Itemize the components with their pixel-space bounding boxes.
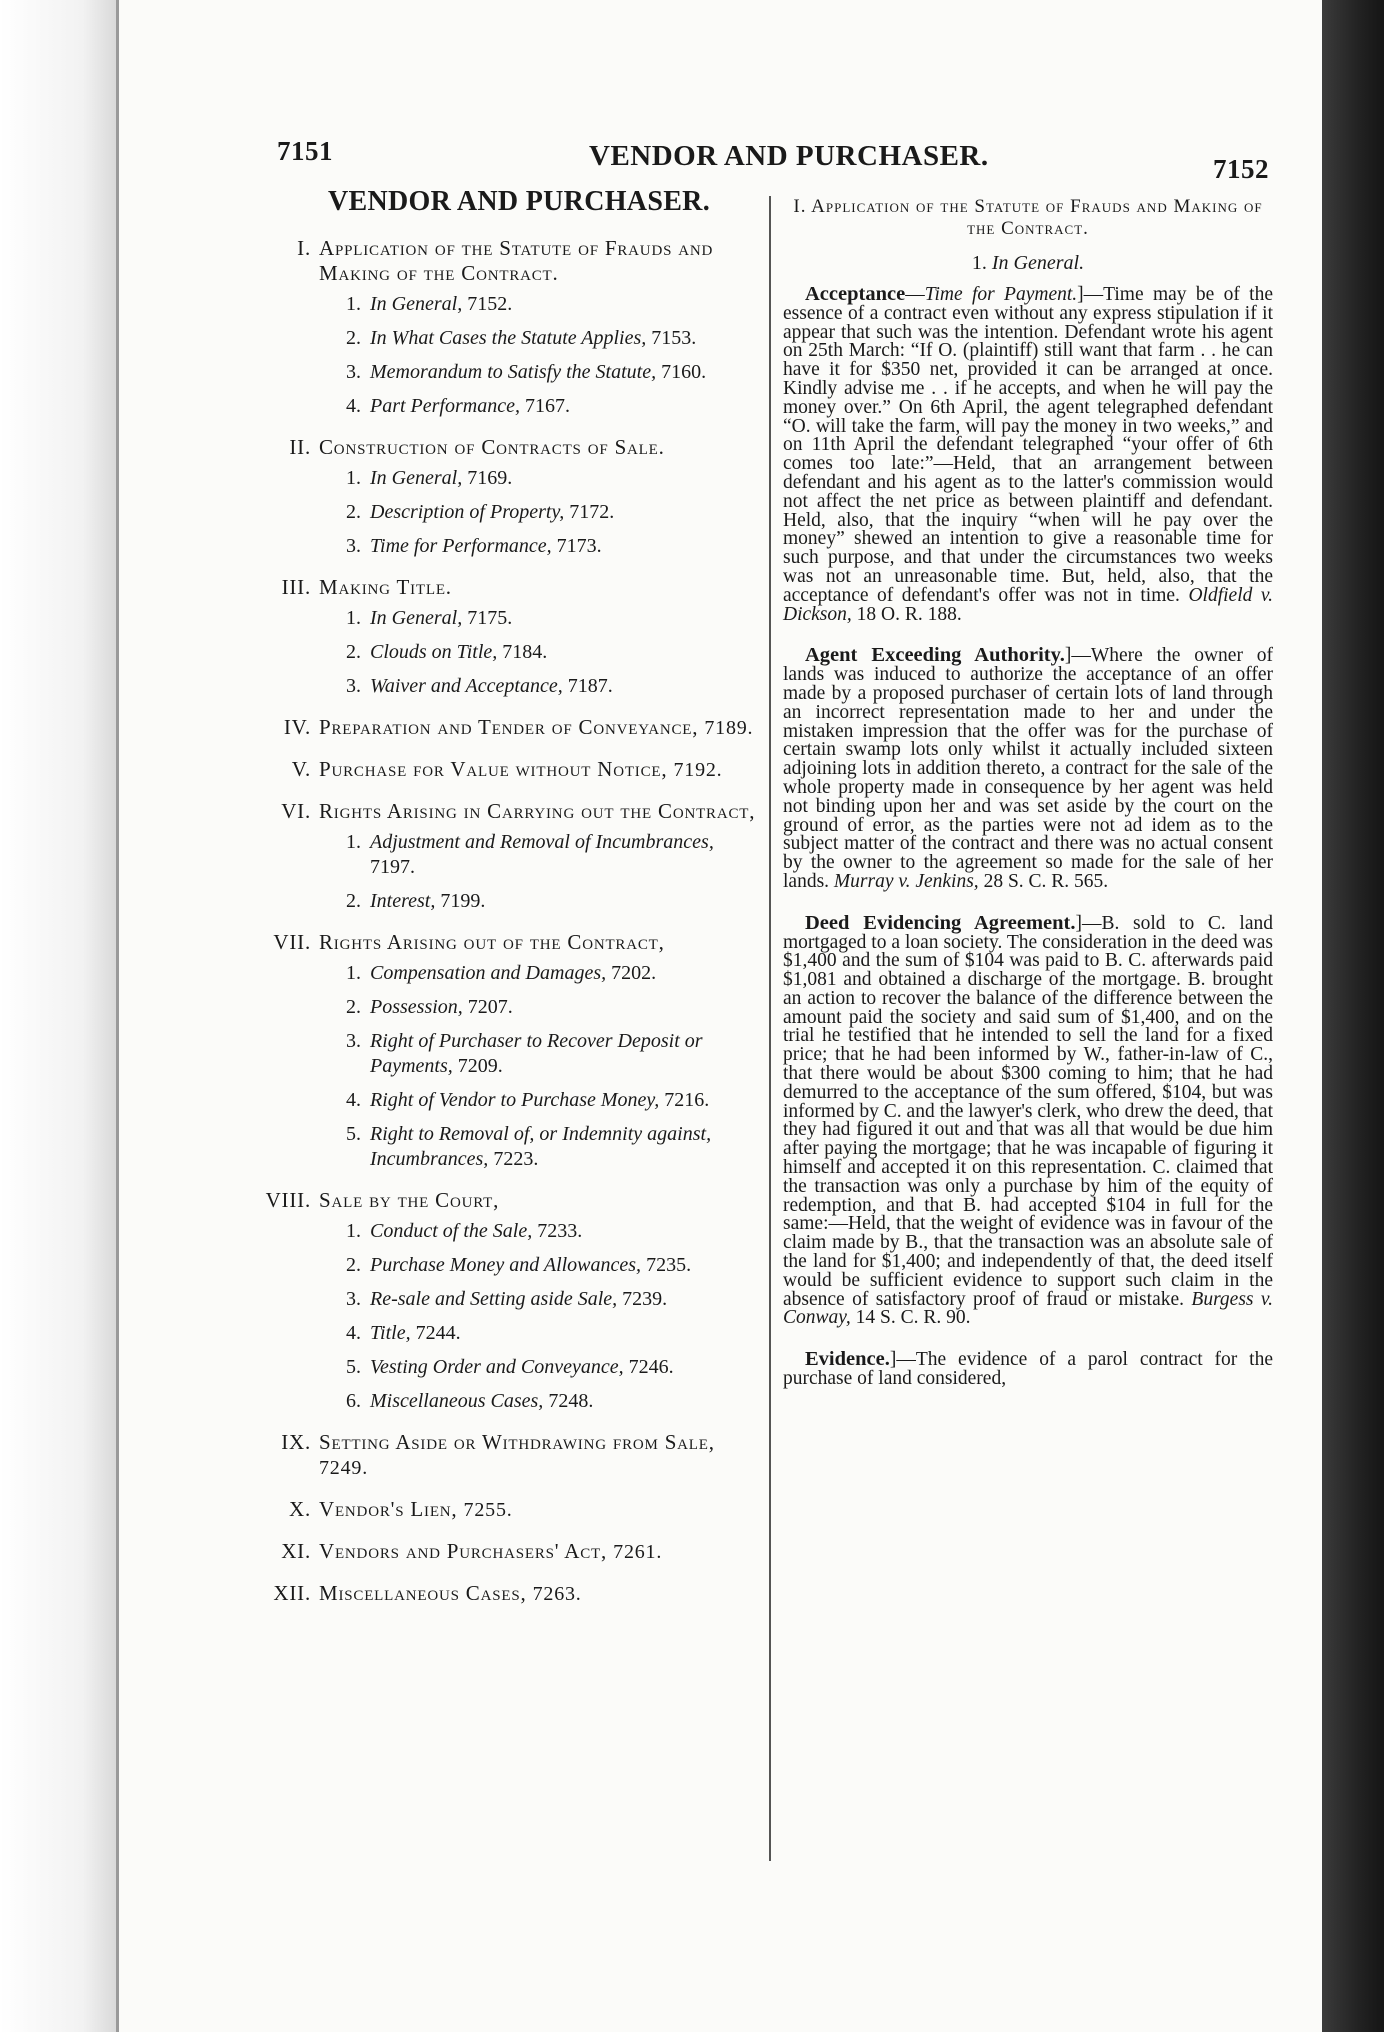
lead-bracket: ]—: [889, 1349, 916, 1371]
toc-section: [239, 1188, 759, 1414]
toc-section: [239, 1539, 759, 1565]
section-numeral: X.: [288, 1497, 311, 1521]
section-title: Making Title.: [319, 575, 452, 599]
subsection-number: 5.: [346, 1356, 361, 1378]
toc-section: [239, 575, 759, 699]
subsection-page: 7172.: [569, 501, 615, 523]
subsection-number: 4.: [346, 395, 361, 417]
subsection-number: 3.: [346, 1288, 361, 1310]
lead-separator: —: [905, 284, 925, 305]
section-numeral: VI.: [281, 799, 311, 823]
section-heading-line: [239, 1497, 759, 1523]
section-title: Preparation and Tender of Conveyance,: [319, 715, 699, 739]
subsection-list: [239, 292, 759, 419]
right-page-number: 7152: [1213, 154, 1269, 184]
subsection-page: 7173.: [556, 535, 602, 557]
subsection-item: [239, 326, 759, 351]
section-heading-line: [239, 799, 759, 824]
subsection-item: [239, 1029, 759, 1079]
section-heading-line: [239, 1539, 759, 1565]
subsection-page: 7169.: [467, 467, 513, 489]
section-numeral: IX.: [281, 1430, 311, 1454]
subsection-title: Right to Removal of, or Indemnity against, Incumbrances,: [370, 1123, 712, 1170]
subsection-number: 3.: [346, 535, 361, 557]
case-citation: 14 S. C. R. 90.: [855, 1307, 971, 1329]
subsection-item: [239, 674, 759, 699]
subsection-number: 2.: [346, 501, 361, 523]
subsection-title: Right of Vendor to Purchase Money,: [370, 1089, 660, 1111]
toc-title: VENDOR AND PURCHASER.: [328, 186, 710, 217]
paragraph-lead: Evidence.: [805, 1348, 890, 1371]
section-title: Vendors and Purchasers' Act,: [319, 1539, 608, 1563]
subsection-number: 1.: [346, 831, 361, 853]
scan-margin-right: [1322, 0, 1384, 2032]
subsection-title: In General,: [370, 607, 463, 629]
paragraph-lead: Deed Evidencing Agreement.: [805, 911, 1076, 934]
subsection-item: [239, 466, 759, 491]
section-numeral: III.: [281, 575, 311, 599]
subsection-item: [239, 1219, 759, 1244]
subsection-page: 7209.: [457, 1055, 503, 1077]
toc-section: [239, 236, 759, 419]
subsection-page: 7207.: [467, 996, 513, 1018]
toc-section: [239, 757, 759, 783]
section-heading-line: [239, 236, 759, 286]
paragraph-lead: Agent Exceeding Authority.: [805, 644, 1065, 667]
running-title: VENDOR AND PURCHASER.: [589, 140, 989, 172]
digest-paragraph: [783, 646, 1273, 891]
toc-section: [239, 1497, 759, 1523]
toc-section: [239, 930, 759, 1172]
section-title: Setting Aside or Withdrawing from Sale,: [319, 1430, 715, 1454]
subsection-number: 4.: [346, 1322, 361, 1344]
subsection-item: [239, 360, 759, 385]
section-title: Construction of Contracts of Sale.: [319, 435, 665, 459]
section-title: Rights Arising out of the Contract,: [319, 930, 665, 954]
subsection-number: 2.: [346, 641, 361, 663]
section-title: Purchase for Value without Notice,: [319, 757, 668, 781]
subsection-page: 7216.: [664, 1089, 710, 1111]
subsection-page: 7246.: [628, 1356, 674, 1378]
case-name: Murray v. Jenkins,: [833, 870, 979, 892]
subsection-page: 7153.: [651, 327, 697, 349]
subsection-title: Miscellaneous Cases,: [370, 1390, 544, 1412]
subsection-title: Memorandum to Satisfy the Statute,: [370, 361, 657, 383]
subsection-title: Vesting Order and Conveyance,: [370, 1356, 624, 1378]
subsection-title: In General,: [370, 293, 463, 315]
subsection-title: Part Performance,: [370, 395, 520, 417]
toc-sections: [239, 236, 759, 1607]
subsection-item: [239, 1088, 759, 1113]
subsection-number: 1.: [346, 1220, 361, 1242]
section-numeral: IV.: [283, 715, 311, 739]
subsection-number: 4.: [346, 1089, 361, 1111]
paragraph-body: The evidence of a parol contract for the purchase of land considered,: [783, 1349, 1273, 1390]
paragraph-body: Time may be of the essence of a contract even without any express stipulation if it appear that such was the intention. Defendant wrote his agent on 25th March: “If O. (plaintiff) still want that farm . . he can have it for $350 net, provided it can be arranged at once. Kindly advise me . . if he accepts, and when he will pay the money over.” On 6th April, the agent telegraphed defendant “O. will take the farm, will pay the money in two weeks,” and on 11th April the defendant telegraphed “your offer of 6th comes too late:”—Held, that an arrangement between defendant and his agent as to the latter's commission would not affect the net price as between plaintiff and defendant. Held, also, that the inquiry “when will he pay over the money” shewed an intention to give a reasonable time for such purpose, and that under the circumstances two weeks was not an unreasonable time. But, held, also, that the acceptance of defendant's offer was not in time.: [783, 284, 1273, 606]
lead-bracket: ]—: [1075, 912, 1102, 934]
section-page: 7263.: [532, 1583, 582, 1605]
subsection-page: 7244.: [415, 1322, 461, 1344]
section-heading-line: [239, 435, 759, 460]
section-title: Application of the Statute of Frauds and Making of the Contract.: [319, 236, 714, 285]
subsection-title: Re-sale and Setting aside Sale,: [370, 1288, 618, 1310]
digest-paragraph: [783, 1350, 1273, 1389]
digest-paragraphs: [783, 285, 1273, 1389]
subsection-page: 7187.: [567, 675, 613, 697]
subsection-list: [239, 606, 759, 699]
subsection-number: 1.: [971, 252, 987, 274]
subsection-page: 7160.: [661, 361, 707, 383]
section-numeral: XI.: [281, 1539, 311, 1563]
lead-bracket: ]—: [1064, 645, 1091, 667]
toc-section: [239, 799, 759, 914]
case-name: Oldfield v. Dickson,: [783, 584, 1273, 625]
subsection-number: 2.: [346, 996, 361, 1018]
section-heading-line: [239, 757, 759, 783]
subsection-title: Title,: [370, 1322, 411, 1344]
section-numeral: VII.: [273, 930, 311, 954]
digest-paragraph: [783, 285, 1273, 624]
subsection-item: [239, 394, 759, 419]
section-heading: I. Application of the Statute of Frauds and Making of the Contract.: [793, 196, 1263, 239]
toc-section: [239, 435, 759, 559]
subsection-page: 7167.: [524, 395, 570, 417]
section-heading-line: [239, 930, 759, 955]
subsection-title: Time for Performance,: [370, 535, 552, 557]
subsection-title: In What Cases the Statute Applies,: [370, 327, 647, 349]
subsection-title: Conduct of the Sale,: [370, 1220, 533, 1242]
section-title: Miscellaneous Cases,: [319, 1581, 527, 1605]
section-page: 7249.: [319, 1457, 368, 1479]
section-heading-line: [239, 1188, 759, 1213]
section-title: Vendor's Lien,: [319, 1497, 458, 1521]
subsection-title: Waiver and Acceptance,: [370, 675, 563, 697]
subsection-title: Right of Purchaser to Recover Deposit or Payments,: [370, 1030, 703, 1077]
subsection-page: 7197.: [370, 856, 415, 878]
section-page: 7189.: [704, 717, 754, 739]
subsection-number: 1.: [346, 962, 361, 984]
subsection-page: 7199.: [440, 890, 486, 912]
subsection-number: 5.: [346, 1123, 361, 1145]
toc-section: [239, 1581, 759, 1607]
subsection-page: 7233.: [537, 1220, 583, 1242]
section-page: 7255.: [463, 1499, 513, 1521]
subsection-title: In General.: [991, 252, 1085, 274]
section-numeral: II.: [289, 435, 311, 459]
subsection-number: 2.: [346, 1254, 361, 1276]
subsection-title: Clouds on Title,: [370, 641, 498, 663]
running-header: [119, 136, 1322, 186]
subsection-page: 7235.: [646, 1254, 692, 1276]
subsection-page: 7202.: [611, 962, 657, 984]
subsection-page: 7239.: [622, 1288, 668, 1310]
paragraph-body: B. sold to C. land mortgaged to a loan society. The consideration in the deed was $1,400 and the sum of $104 was paid to B. C. afterwards paid $1,081 and obtained a discharge of the mortgage. B. brought an action to recover the balance of the difference between the amount paid the society and said sum of $1,400, and on the trial he testified that he intended to sell the land for a fixed price; that he had been informed by W., father-in-law of C., that there would be about $300 coming to him; that he had demurred to the acceptance of the sum offered, $104, but was informed by C. and the lawyer's clerk, who drew the deed, that they had figured it out and that was all that would be due him after paying the mortgage; that he was incapable of figuring it himself and accepted it on this representation. C. claimed that the transaction was only a purchase by him of the equity of redemption, and that B. had accepted $104 in full for the same:—Held, that the weight of evidence was in favour of the claim made by B., that the transaction was an absolute sale of the land for $1,400; and independently of that, the deed itself would be sufficient evidence to support such claim in the absence of satisfactory proof of fraud or mistake.: [783, 912, 1273, 1310]
subsection-item: [239, 1355, 759, 1380]
section-page: 7192.: [673, 759, 723, 781]
column-divider: [769, 196, 771, 1861]
subsection-item: [239, 830, 759, 880]
subsection-title: In General,: [370, 467, 463, 489]
section-heading-line: [239, 575, 759, 600]
section-numeral: VIII.: [265, 1188, 311, 1212]
left-page-number: 7151: [277, 136, 333, 166]
subsection-number: 1.: [346, 607, 361, 629]
scan-margin-left: [0, 0, 118, 2032]
subsection-list: [239, 1219, 759, 1414]
subsection-item: [239, 1321, 759, 1346]
paragraph-lead: Acceptance: [805, 283, 906, 305]
case-citation: 28 S. C. R. 565.: [983, 870, 1109, 892]
subsection-number: 6.: [346, 1390, 361, 1412]
subsection-item: [239, 1287, 759, 1312]
case-name: Burgess v. Conway,: [783, 1288, 1273, 1329]
subsection-item: [239, 500, 759, 525]
section-page: 7261.: [613, 1541, 663, 1563]
subsection-number: 3.: [346, 361, 361, 383]
subsection-item: [239, 292, 759, 317]
subsection-item: [239, 1253, 759, 1278]
subsection-list: [239, 961, 759, 1172]
subsection-list: [239, 466, 759, 559]
subsection-title: Possession,: [370, 996, 463, 1018]
subsection-number: 1.: [346, 467, 361, 489]
section-title: Rights Arising in Carrying out the Contract,: [319, 799, 756, 823]
subsection-page: 7223.: [493, 1148, 539, 1170]
toc-section: [239, 715, 759, 741]
lead-subtitle: Time for Payment.: [924, 284, 1078, 305]
table-of-contents: [239, 186, 759, 1623]
toc-section: [239, 1430, 759, 1481]
subsection-page: 7184.: [502, 641, 548, 663]
subsection-title: Interest,: [370, 890, 436, 912]
subsection-title: Purchase Money and Allowances,: [370, 1254, 642, 1276]
book-page: [119, 0, 1322, 2032]
lead-bracket: ]—: [1077, 284, 1104, 305]
subsection-item: [239, 534, 759, 559]
subsection-number: 1.: [346, 293, 361, 315]
subsection-item: [239, 961, 759, 986]
subsection-item: [239, 889, 759, 914]
digest-paragraph: [783, 911, 1273, 1329]
subsection-heading: [783, 252, 1273, 275]
section-numeral: V.: [291, 757, 311, 781]
subsection-number: 3.: [346, 1030, 361, 1052]
case-citation: 18 O. R. 188.: [856, 603, 962, 625]
paragraph-body: Where the owner of lands was induced to authorize the acceptance of an offer made by a proposed purchaser of certain lots of land through an incorrect representation made to her and under the mistaken impression that the offer was for the purchase of certain swamp lots only whilst it actually included sixteen adjoining lots in addition thereto, a contract for the sale of the whole property made in consequence by her agent was held not binding upon her and was set aside by the court on the ground of error, as the parties were not ad idem as to the subject matter of the contract and there was no actual consent by the owner to the agreement so made for the sale of her lands.: [783, 645, 1273, 892]
subsection-page: 7248.: [548, 1390, 594, 1412]
section-heading-line: [239, 1430, 759, 1481]
section-heading-line: [239, 1581, 759, 1607]
subsection-item: [239, 995, 759, 1020]
subsection-title: Description of Property,: [370, 501, 565, 523]
section-title: Sale by the Court,: [319, 1188, 500, 1212]
section-heading-line: [239, 715, 759, 741]
subsection-page: 7152.: [467, 293, 513, 315]
subsection-title: Compensation and Damages,: [370, 962, 607, 984]
section-numeral: I.: [297, 236, 311, 260]
subsection-page: 7175.: [467, 607, 513, 629]
subsection-item: [239, 640, 759, 665]
subsection-number: 2.: [346, 327, 361, 349]
subsection-number: 2.: [346, 890, 361, 912]
subsection-number: 3.: [346, 675, 361, 697]
section-numeral: XII.: [273, 1581, 311, 1605]
subsection-title: Adjustment and Removal of Incumbrances,: [370, 831, 714, 853]
body-column: [783, 196, 1273, 1411]
subsection-list: [239, 830, 759, 914]
subsection-item: [239, 1122, 759, 1172]
subsection-item: [239, 606, 759, 631]
subsection-item: [239, 1389, 759, 1414]
